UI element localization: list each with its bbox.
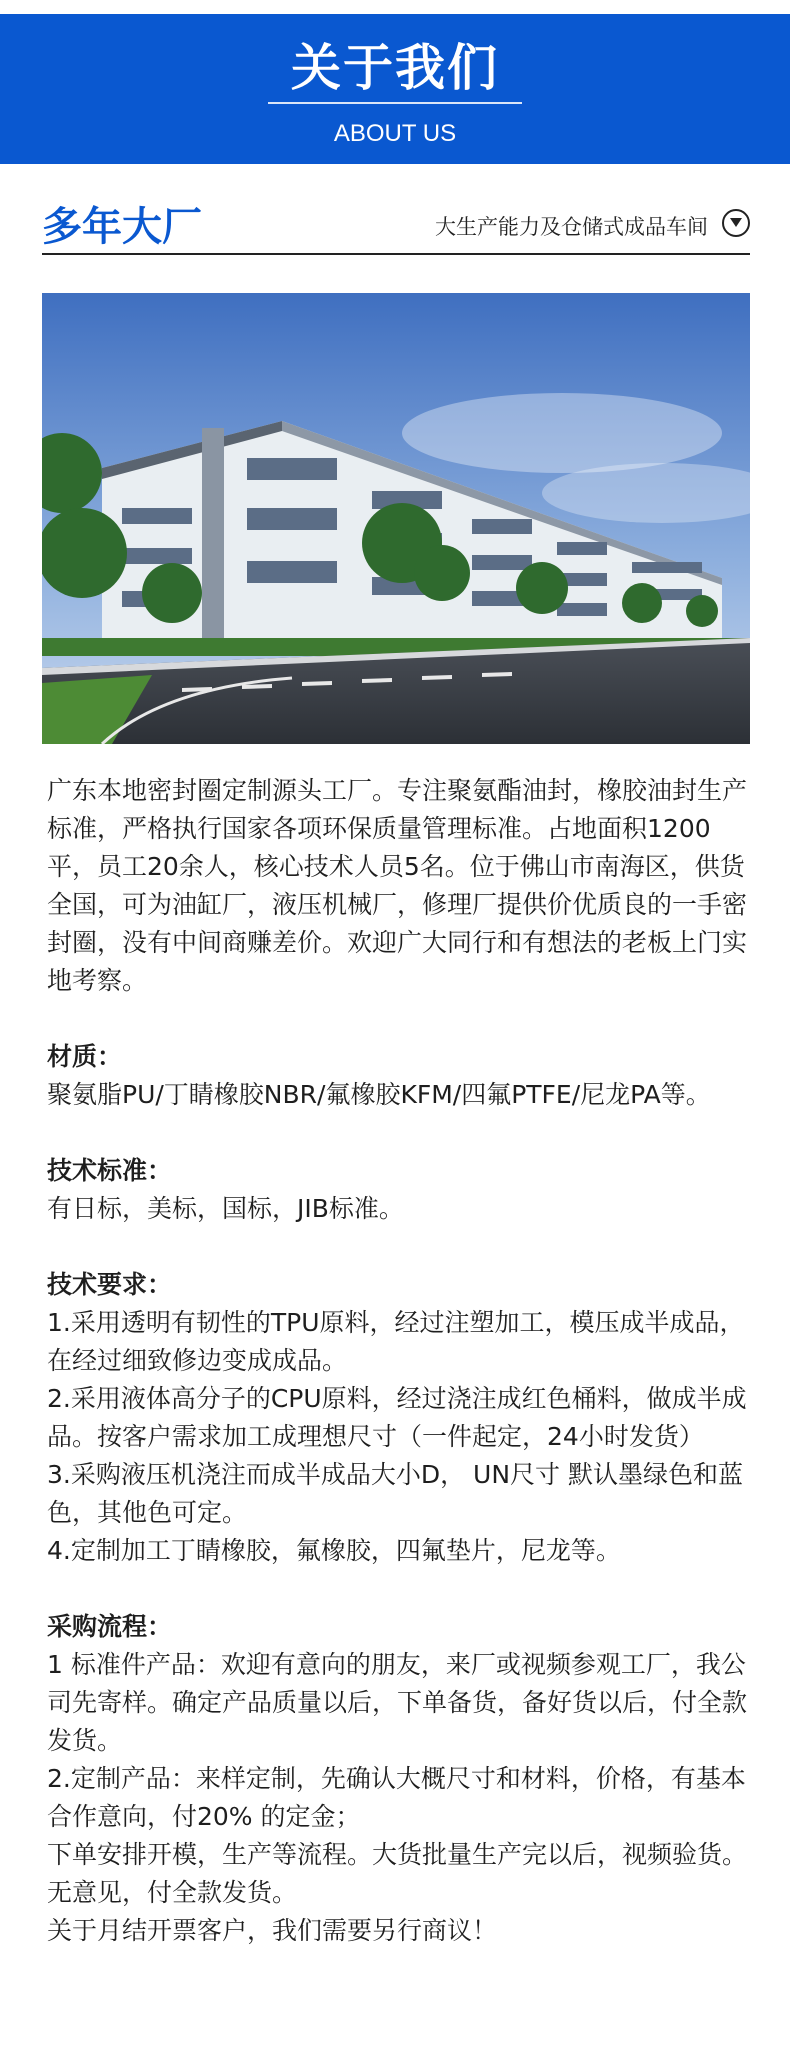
requirement-item: 4.定制加工丁睛橡胶，氟橡胶，四氟垫片，尼龙等。 bbox=[47, 1536, 621, 1565]
section-header bbox=[42, 195, 750, 255]
banner-divider bbox=[268, 102, 522, 104]
requirement-item: 1.采用透明有韧性的TPU原料，经过注塑加工，模压成半成品，在经过细致修边变成成品。 bbox=[47, 1308, 745, 1375]
process-item: 2.定制产品：来样定制，先确认大概尺寸和材料，价格，有基本合作意向，付20% 的定金； bbox=[47, 1764, 746, 1831]
section-subtitle: 大生产能力及仓储式成品车间 bbox=[435, 215, 708, 239]
material-label: 材质： bbox=[47, 1042, 123, 1071]
process-block bbox=[47, 1608, 747, 1950]
section-title: 多年大厂 bbox=[42, 204, 202, 250]
banner-subtitle: ABOUT US bbox=[333, 120, 457, 147]
process-label: 采购流程： bbox=[47, 1612, 173, 1641]
standard-label: 技术标准： bbox=[47, 1156, 173, 1185]
standard-text: 有日标，美标，国标，JIB标准。 bbox=[47, 1194, 404, 1223]
factory-building-photo bbox=[42, 293, 750, 744]
about-us-banner bbox=[0, 14, 790, 164]
process-item: 下单安排开模，生产等流程。大货批量生产完以后，视频验货。无意见，付全款发货。 bbox=[47, 1840, 748, 1907]
intro-paragraph: 广东本地密封圈定制源头工厂。专注聚氨酯油封，橡胶油封生产标准，严格执行国家各项环保质量管理标准。占地面积1200平，员工20余人，核心技术人员5名。位于佛山市南海区，供货全国，可为油缸厂，液压机械厂，修理厂提供价优质良的一手密封圈，没有中间商赚差价。欢迎广大同行和有想法的老板上门实地考察。 bbox=[47, 776, 748, 995]
requirements-block bbox=[47, 1266, 747, 1570]
process-item: 关于月结开票客户，我们需要另行商议！ bbox=[47, 1916, 498, 1945]
process-item: 1 标准件产品：欢迎有意向的朋友，来厂或视频参观工厂，我公司先寄样。确定产品质量以后，下单备货，备好货以后，付全款发货。 bbox=[47, 1650, 748, 1755]
requirement-item: 3.采购液压机浇注而成半成品大小D， UN尺寸 默认墨绿色和蓝色，其他色可定。 bbox=[47, 1460, 743, 1527]
company-description bbox=[47, 772, 747, 1950]
requirement-item: 2.采用液体高分子的CPU原料，经过浇注成红色桶料，做成半成品。按客户需求加工成理想尺寸（一件起定，24小时发货） bbox=[47, 1384, 747, 1451]
factory-photo-illustration bbox=[42, 293, 750, 744]
material-text: 聚氨脂PU/丁睛橡胶NBR/氟橡胶KFM/四氟PTFE/尼龙PA等。 bbox=[47, 1080, 711, 1109]
material-block bbox=[47, 1038, 747, 1114]
standard-block bbox=[47, 1152, 747, 1228]
banner-title: 关于我们 bbox=[291, 39, 499, 97]
chevron-down-circle-icon[interactable] bbox=[722, 209, 750, 237]
requirements-label: 技术要求： bbox=[47, 1270, 173, 1299]
